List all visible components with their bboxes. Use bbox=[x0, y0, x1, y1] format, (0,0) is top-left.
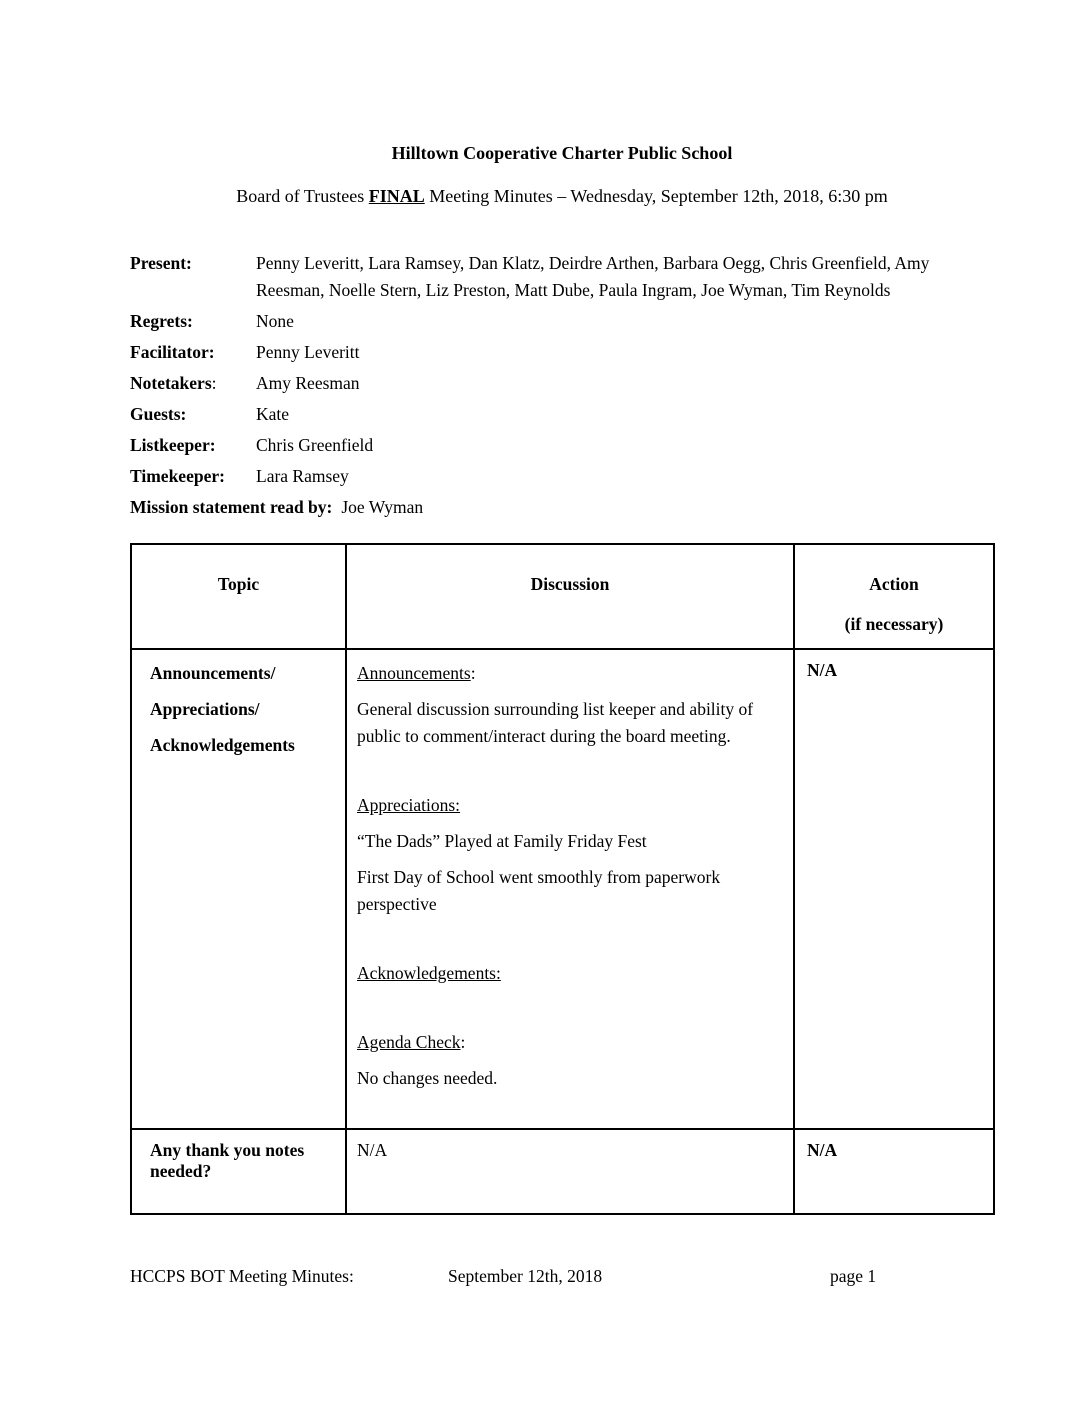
topic-cell-announcements bbox=[131, 649, 346, 1129]
agenda-check-heading-text: Agenda Check bbox=[357, 1032, 461, 1052]
info-label-regrets: Regrets: bbox=[130, 311, 193, 331]
paragraph-spacer bbox=[357, 996, 777, 1029]
discussion-heading-announcements bbox=[357, 660, 777, 687]
discussion-appreciations-item-1: “The Dads” Played at Family Friday Fest bbox=[357, 831, 647, 851]
discussion-heading-agenda-check bbox=[357, 1029, 777, 1056]
info-value-guests: Kate bbox=[256, 404, 290, 424]
discussion-body-announcements: General discussion surrounding list keeper and ability of public to comment/interact during the board meeting. bbox=[357, 699, 754, 746]
announcements-heading-colon: : bbox=[470, 663, 476, 683]
column-header-discussion: Discussion bbox=[346, 544, 794, 649]
topic-line-appreciations: Appreciations/ bbox=[150, 699, 260, 719]
table-header-row bbox=[131, 544, 994, 649]
table-row-announcements bbox=[131, 649, 994, 1129]
page-footer bbox=[130, 1263, 994, 1290]
info-row-listkeeper bbox=[130, 432, 994, 459]
column-header-action-line1: Action bbox=[869, 574, 919, 594]
info-value-regrets: None bbox=[256, 311, 294, 331]
info-value-present: Penny Leveritt, Lara Ramsey, Dan Klatz, Deirdre Arthen, Barbara Oegg, Chris Greenfield, Amy Reesman, Noelle Stern, Liz Preston, Matt Dube, Paula Ingram, Joe Wyman, Tim Reynolds bbox=[256, 253, 930, 300]
info-label-present: Present: bbox=[130, 253, 192, 273]
meeting-info-block bbox=[130, 250, 994, 521]
footer-document-label: HCCPS BOT Meeting Minutes: bbox=[130, 1266, 354, 1286]
info-row-present bbox=[130, 250, 994, 304]
info-label-timekeeper: Timekeeper: bbox=[130, 466, 225, 486]
info-label-notetakers-colon: : bbox=[211, 373, 217, 393]
info-row-mission-statement bbox=[130, 494, 994, 521]
info-label-mission: Mission statement read by: bbox=[130, 497, 333, 517]
discussion-appreciations-item-2: First Day of School went smoothly from paperwork perspective bbox=[357, 867, 721, 914]
topic-cell-thank-you-notes: Any thank you notes needed? bbox=[131, 1129, 346, 1214]
column-header-action bbox=[794, 544, 994, 649]
info-row-regrets bbox=[130, 308, 994, 335]
discussion-cell-announcements bbox=[346, 649, 794, 1129]
info-row-timekeeper bbox=[130, 463, 994, 490]
document-title: Hilltown Cooperative Charter Public School bbox=[391, 143, 733, 163]
action-cell-thank-you-notes: N/A bbox=[794, 1129, 994, 1214]
discussion-heading-appreciations bbox=[357, 792, 777, 819]
acknowledgements-heading-text: Acknowledgements: bbox=[357, 963, 501, 983]
appreciations-heading-text: Appreciations: bbox=[357, 795, 461, 815]
paragraph-spacer bbox=[357, 759, 777, 792]
subtitle-suffix: Meeting Minutes – Wednesday, September 12th, 2018, 6:30 pm bbox=[424, 186, 888, 206]
announcements-heading-text: Announcements bbox=[357, 663, 471, 683]
document-content bbox=[130, 0, 994, 1290]
agenda-check-heading-colon: : bbox=[460, 1032, 466, 1052]
subtitle-prefix: Board of Trustees bbox=[236, 186, 369, 206]
paragraph-spacer bbox=[357, 927, 777, 960]
topic-line-acknowledgements: Acknowledgements bbox=[150, 735, 295, 755]
info-row-notetakers bbox=[130, 370, 994, 397]
footer-date: September 12th, 2018 bbox=[448, 1266, 603, 1286]
info-value-facilitator: Penny Leveritt bbox=[256, 342, 360, 362]
discussion-body-agenda-check: No changes needed. bbox=[357, 1068, 498, 1088]
column-header-action-line2: (if necessary) bbox=[844, 614, 944, 634]
footer-page-number: page 1 bbox=[830, 1266, 877, 1286]
column-header-topic: Topic bbox=[131, 544, 346, 649]
info-value-timekeeper: Lara Ramsey bbox=[256, 466, 349, 486]
topic-line-announcements: Announcements/ bbox=[150, 663, 276, 683]
info-value-mission: Joe Wyman bbox=[341, 497, 424, 517]
info-label-facilitator: Facilitator: bbox=[130, 342, 215, 362]
info-value-listkeeper: Chris Greenfield bbox=[256, 435, 374, 455]
table-row-thank-you-notes bbox=[131, 1129, 994, 1214]
subtitle-final-emphasis: FINAL bbox=[368, 186, 425, 206]
info-label-guests: Guests: bbox=[130, 404, 187, 424]
info-label-notetakers bbox=[130, 370, 256, 397]
action-cell-announcements: N/A bbox=[794, 649, 994, 1129]
info-row-facilitator bbox=[130, 339, 994, 366]
discussion-cell-thank-you-notes: N/A bbox=[346, 1129, 794, 1214]
info-label-listkeeper: Listkeeper: bbox=[130, 435, 216, 455]
info-label-notetakers-text: Notetakers bbox=[130, 373, 212, 393]
minutes-table bbox=[130, 543, 995, 1215]
info-value-notetakers: Amy Reesman bbox=[256, 373, 360, 393]
info-row-guests bbox=[130, 401, 994, 428]
discussion-heading-acknowledgements bbox=[357, 960, 777, 987]
document-subtitle bbox=[130, 183, 994, 210]
